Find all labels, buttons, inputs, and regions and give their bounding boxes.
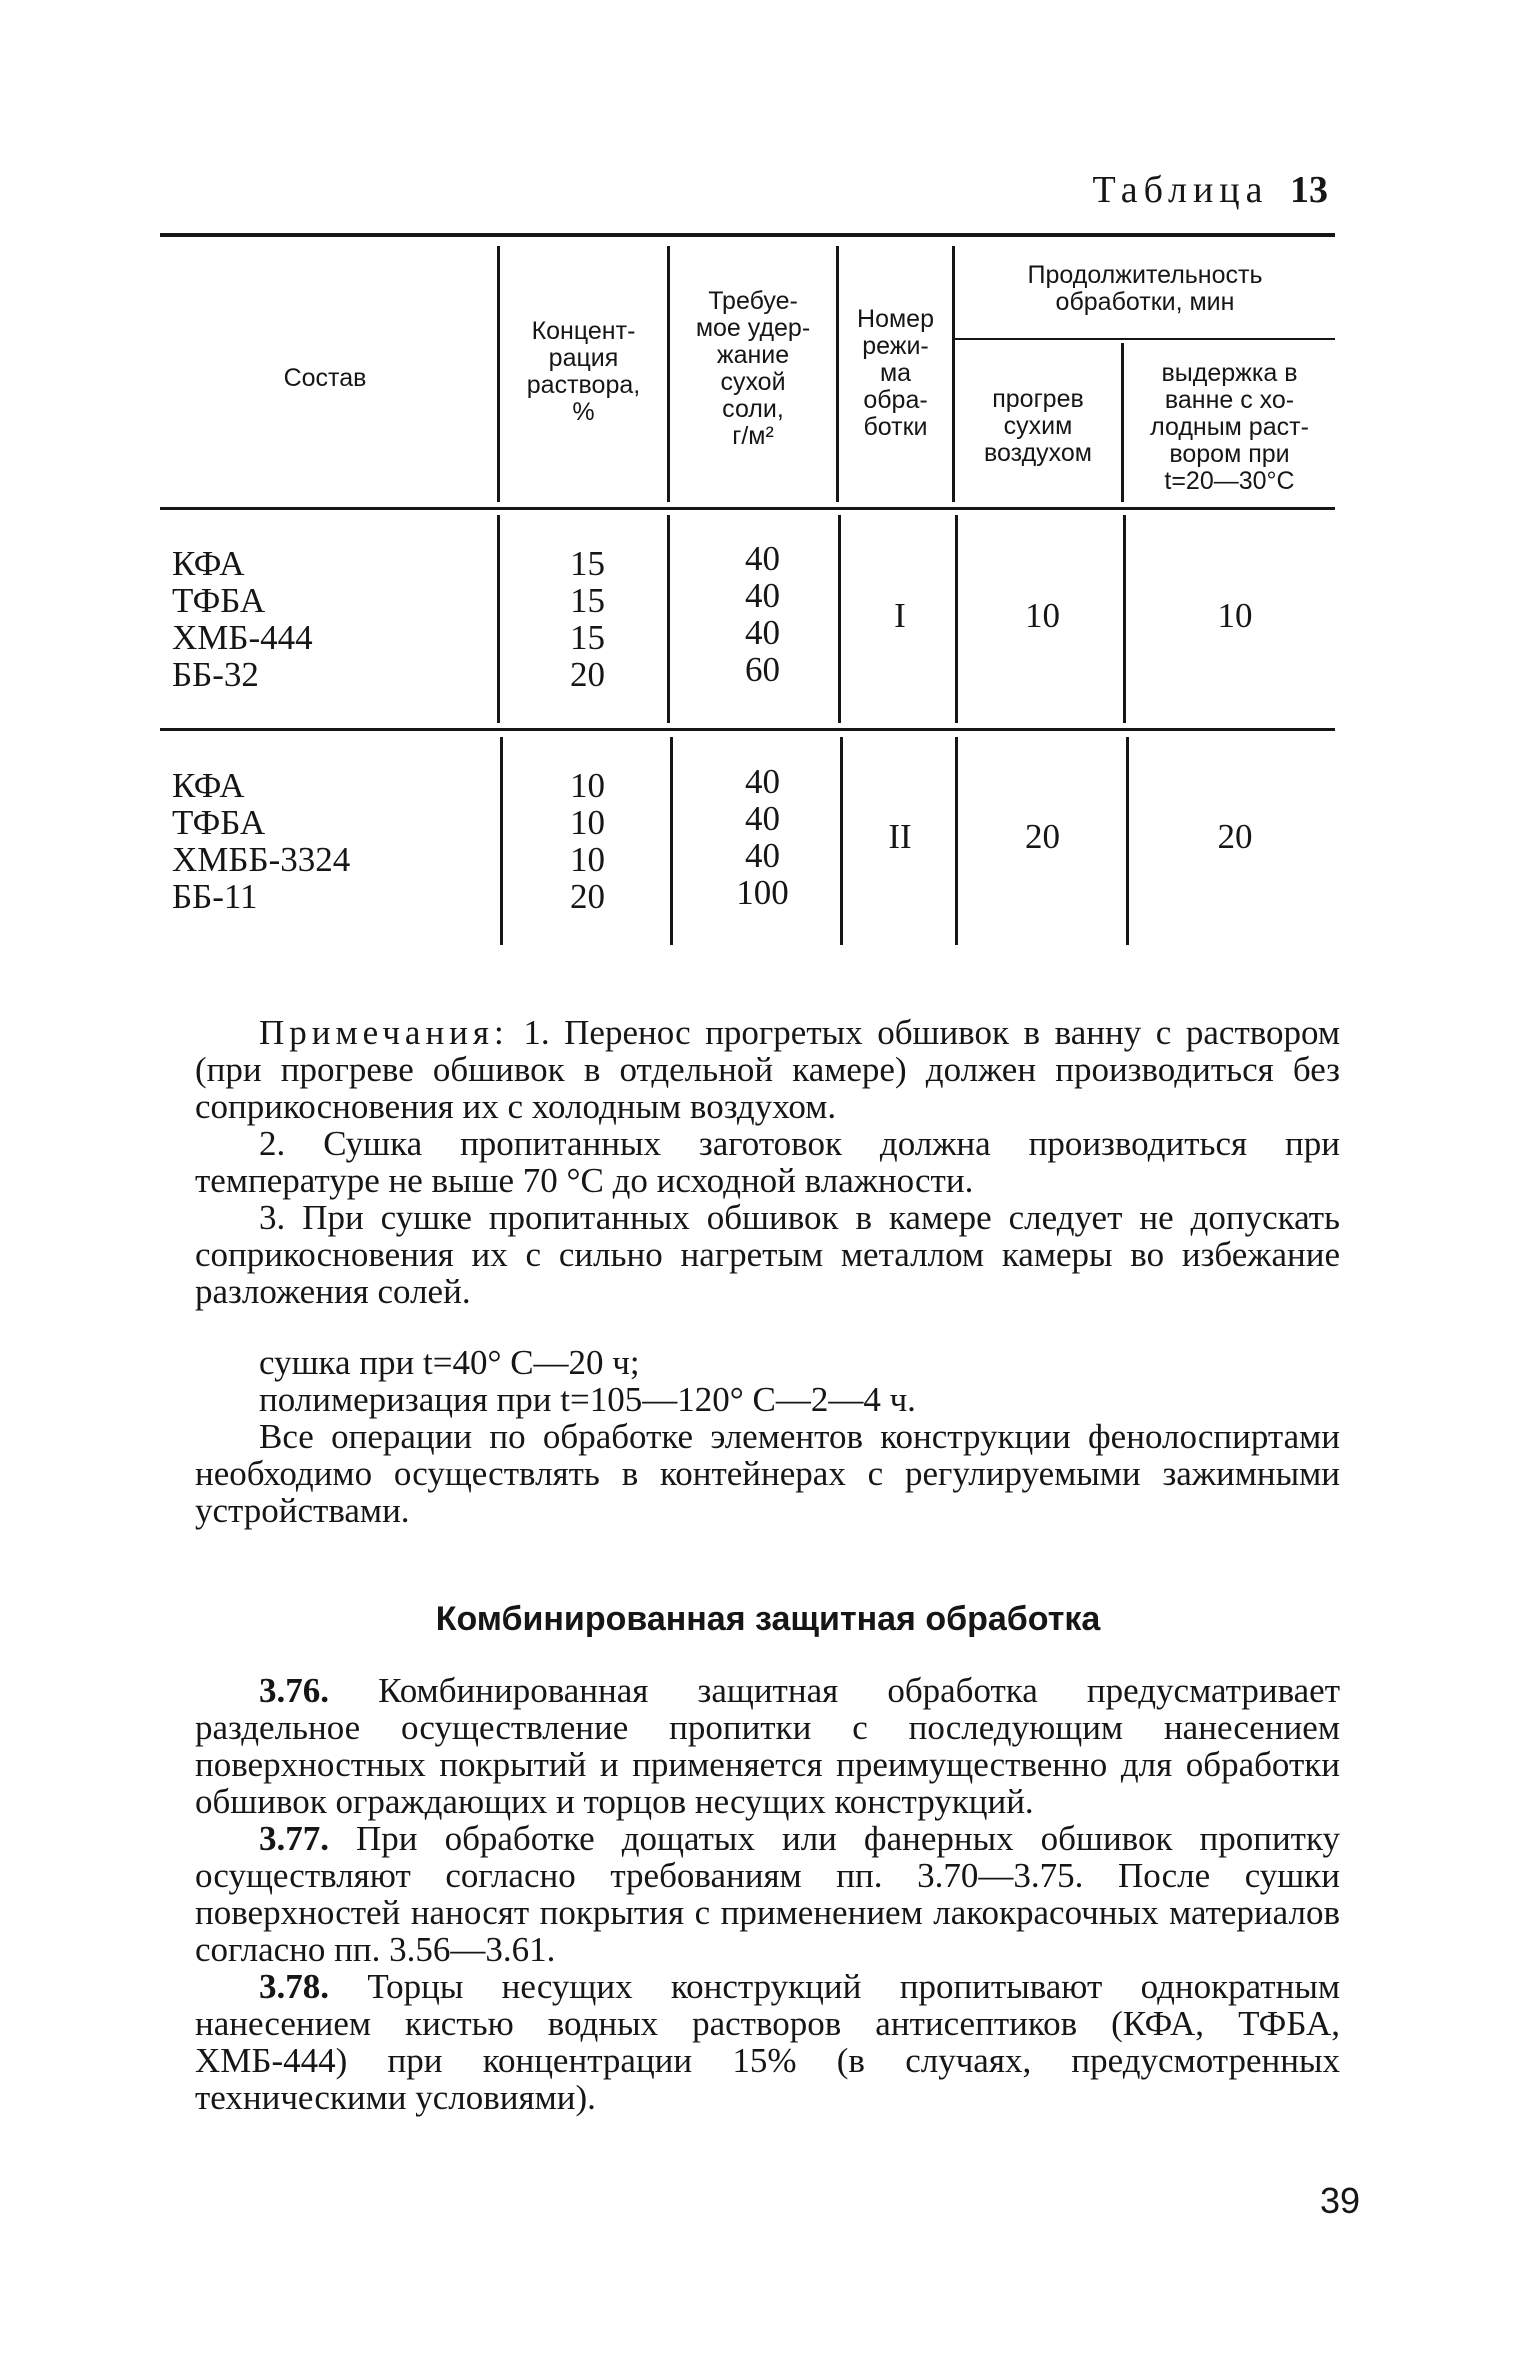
row-column-line xyxy=(840,737,843,945)
table-cell: 15 xyxy=(570,618,605,657)
group2-holding xyxy=(1170,818,1300,855)
row-column-line xyxy=(1123,515,1126,723)
row-column-line xyxy=(1126,737,1129,945)
duration-subheader-rule xyxy=(955,338,1335,340)
note-3: 3. При сушке пропитанных обшивок в камере следует не допускать соприкосновения их с сильно нагретым металлом камеры во избежание разложения солей. xyxy=(195,1198,1340,1311)
table-cell: КФА xyxy=(172,544,245,583)
body-block xyxy=(195,1344,1340,1529)
row-column-line xyxy=(667,515,670,723)
table-cell: КФА xyxy=(172,766,245,805)
note-1: Примечания: 1. Перенос прогретых обшивок в ванну с раствором (при прогреве обшивок в отдельной камере) должен производиться без соприкосновения их с холодным воздухом. xyxy=(195,1013,1341,1126)
table-cell: 10 xyxy=(1025,596,1060,635)
table-cell: 10 xyxy=(570,840,605,879)
table-cell: 40 xyxy=(745,799,780,838)
table-cell: 15 xyxy=(570,581,605,620)
group2-mode xyxy=(855,818,945,855)
table-cell: I xyxy=(894,596,906,635)
row-column-line xyxy=(670,737,673,945)
table-cell: ХМБ-444 xyxy=(172,618,313,657)
header-duration: Продолжительность обработки, мин xyxy=(1027,261,1263,316)
notes-block xyxy=(195,1014,1340,1310)
table-cell: 100 xyxy=(736,873,789,912)
group2-concentrations xyxy=(540,767,635,915)
group1-concentrations xyxy=(540,545,635,693)
table-cell: 20 xyxy=(1217,817,1253,856)
table-caption-number: 13 xyxy=(1290,169,1328,211)
group1-compositions xyxy=(172,545,313,693)
operations-paragraph: Все операции по обработке элементов конструкции фенолоспиртами необходимо осуществлять в контейнерах с регулируемыми зажимными устройствами. xyxy=(195,1417,1340,1530)
section-block xyxy=(195,1672,1340,2116)
paragraph-3-77: 3.77. При обработке дощатых или фанерных обшивок пропитку осуществляют согласно требованиям пп. 3.70—3.75. После сушки поверхностей наносят покрытия с применением лакокрасочных материалов согласно пп. 3.56—3.61. xyxy=(195,1819,1340,1969)
row-column-line xyxy=(838,515,841,723)
table-cell: 40 xyxy=(745,762,780,801)
header-bottom-rule xyxy=(160,507,1335,510)
group2-retentions xyxy=(715,763,810,911)
paragraph-number: 3.76. xyxy=(259,1671,329,1710)
table-cell: 40 xyxy=(745,613,780,652)
header-heating: прогрев сухим воздухом xyxy=(984,385,1092,467)
group1-heating xyxy=(975,597,1110,634)
paragraph-3-78: 3.78. Торцы несущих конструкций пропитывают однократным нанесением кистью водных растворов антисептиков (КФА, ТФБА, ХМБ-444) при концентрации 15% (в случаях, предусмотренных техническими условиями). xyxy=(195,1967,1340,2117)
table-cell: 60 xyxy=(745,650,780,689)
group1-holding xyxy=(1170,597,1300,634)
note-2: 2. Сушка пропитанных заготовок должна производиться при температуре не выше 70 °С до исходной влажности. xyxy=(195,1124,1340,1200)
header-composition: Состав xyxy=(283,364,367,392)
table-cell: 40 xyxy=(745,576,780,615)
paragraph-3-76: 3.76. Комбинированная защитная обработка предусматривает раздельное осуществление пропитки с последующим нанесением поверхностных покрытий и применяется преимущественно для обработки обшивок ограждающих и торцов несущих конструкций. xyxy=(195,1671,1341,1821)
row-column-line xyxy=(955,737,958,945)
table-cell: 20 xyxy=(570,877,605,916)
table-cell: ХМББ-3324 xyxy=(172,840,351,879)
notes-label: Примечания: xyxy=(259,1013,509,1052)
table-caption-word: Таблица xyxy=(1092,169,1269,211)
table-cell: ТФБА xyxy=(172,803,266,842)
table-cell: ББ-32 xyxy=(172,655,259,694)
group1-retentions xyxy=(715,540,810,688)
header-concentration: Концент- рация раствора, % xyxy=(526,317,641,426)
group2-compositions xyxy=(172,767,350,915)
table-top-rule xyxy=(160,233,1335,237)
group-divider-rule xyxy=(160,728,1335,731)
table-cell: 40 xyxy=(745,539,780,578)
table-cell: ТФБА xyxy=(172,581,266,620)
header-holding: выдержка в ванне с хо- лодным раст- вором при t=20—30°С xyxy=(1150,359,1309,495)
page-number: 39 xyxy=(1319,2180,1360,2221)
table-cell: II xyxy=(888,817,912,856)
table-cell: 10 xyxy=(1217,596,1253,635)
group2-heating xyxy=(975,818,1110,855)
polymerization-line: полимеризация при t=105—120° С—2—4 ч. xyxy=(259,1380,916,1419)
table-cell: 40 xyxy=(745,836,780,875)
group1-mode xyxy=(855,597,945,634)
drying-line: сушка при t=40° С—20 ч; xyxy=(259,1343,640,1382)
row-column-line xyxy=(955,515,958,723)
table-cell: ББ-11 xyxy=(172,877,258,916)
header-retention: Требуе- мое удер- жание сухой соли, г/м² xyxy=(695,287,811,450)
row-column-line xyxy=(497,515,500,723)
table-cell: 10 xyxy=(570,803,605,842)
table-cell: 10 xyxy=(570,766,605,805)
section-heading: Комбинированная защитная обработка xyxy=(435,1600,1101,1638)
table-cell: 20 xyxy=(570,655,605,694)
paragraph-number: 3.77. xyxy=(259,1819,329,1858)
table-cell: 15 xyxy=(570,544,605,583)
table-cell: 20 xyxy=(1025,817,1060,856)
paragraph-number: 3.78. xyxy=(259,1967,329,2006)
row-column-line xyxy=(500,737,503,945)
header-mode: Номер режи- ма обра- ботки xyxy=(857,305,934,441)
table-caption xyxy=(1092,168,1328,212)
